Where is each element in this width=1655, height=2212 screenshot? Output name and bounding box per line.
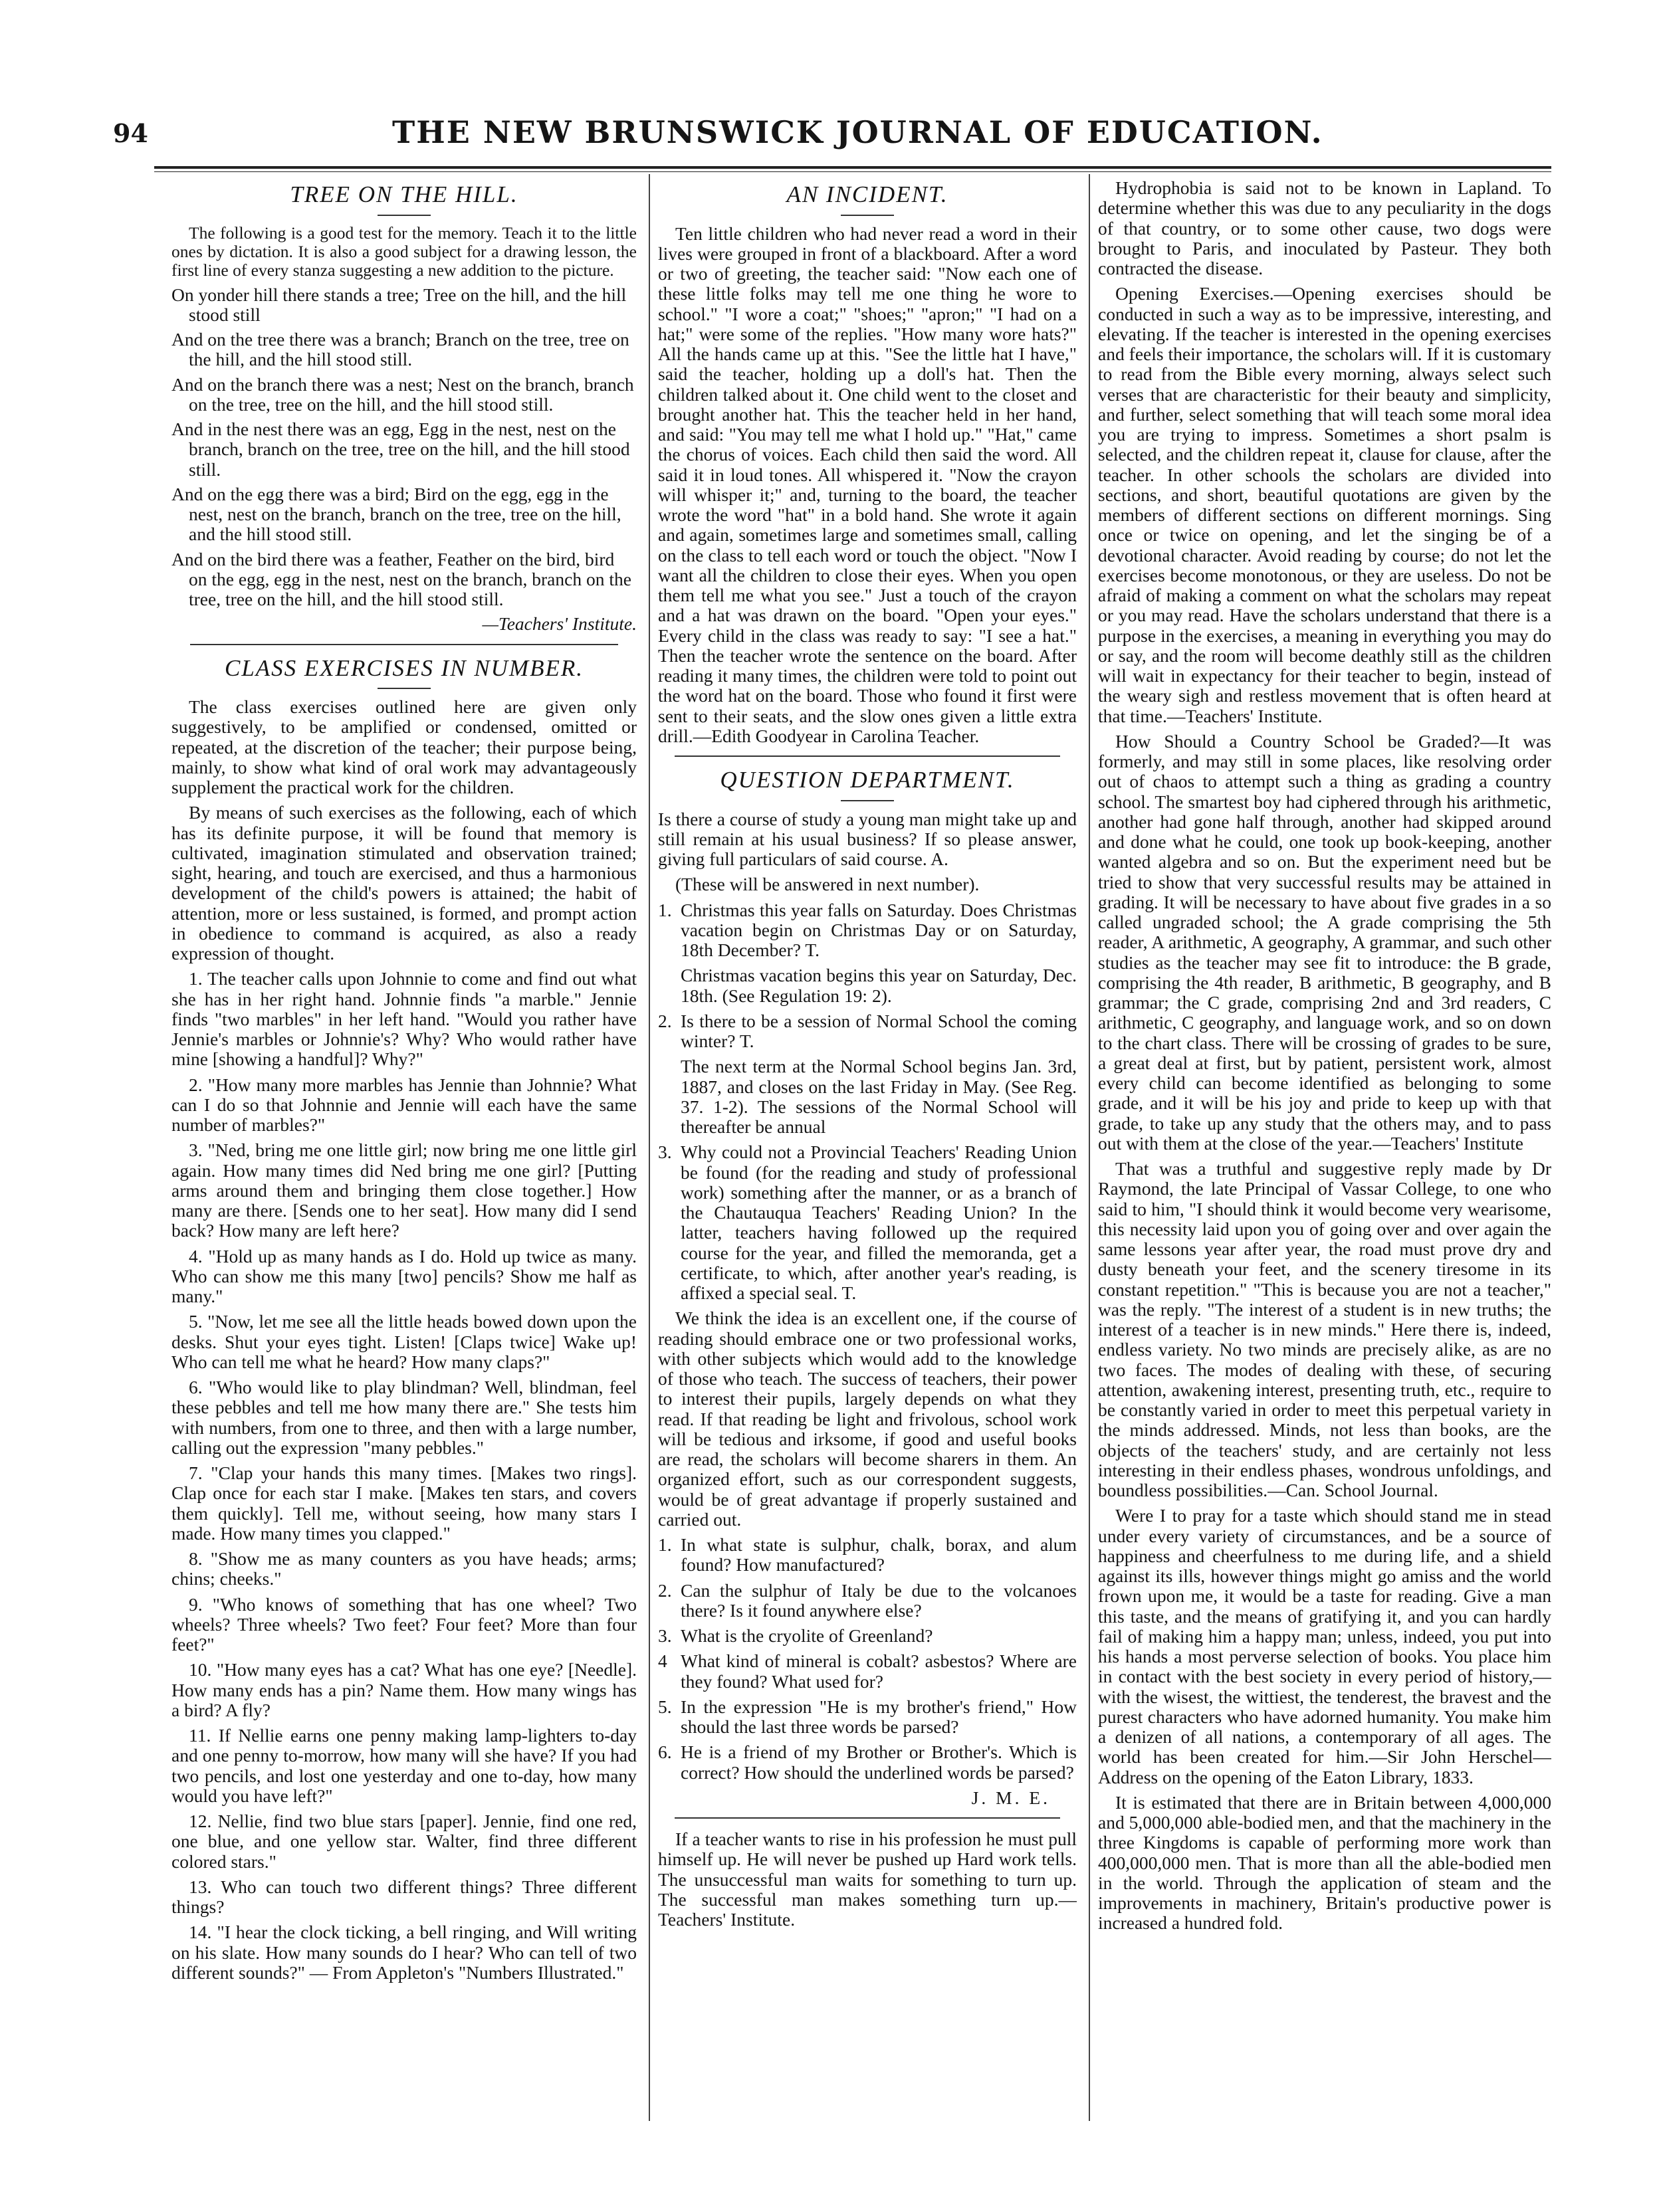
page-number: 94 [113, 118, 148, 148]
item-text: What is the cryolite of Greenland? [681, 1625, 933, 1646]
column-middle [658, 178, 1077, 2118]
number-paragraph: 5. "Now, let me see all the little heads bowed down upon the desks. Shut your eyes tight. Listen! [Claps twice] Wake up! Who can tell me what he heard? How many claps?" [171, 1311, 637, 1372]
tree-stanza: And on the branch there was a nest; Nest on the branch, branch on the tree, tree on the hill, and the hill stood still. [171, 373, 634, 415]
tree-source: —Teachers' Institute. [482, 613, 637, 635]
tree-stanza: And on the tree there was a branch; Branch on the tree, tree on the hill, and the hill stood still. [171, 329, 629, 370]
column-left [171, 178, 637, 2118]
section-rule [675, 755, 1060, 757]
incident-title: AN INCIDENT. [786, 181, 948, 207]
item-number: 1. [658, 1534, 672, 1555]
article-paragraph: It is estimated that there are in Britain between 4,000,000 and 5,000,000 able-bodied men, and that the machinery in the three Kingdoms is capable of performing more work than 400,000,000 men. That is more than all the able-bodied men in the world. Through the application of steam and the improvements in machinery, Britain's productive power is increased a hundred fold. [1098, 1791, 1551, 1934]
number-paragraph: 6. "Who would like to play blindman? Well, blindman, feel these pebbles and tell me how many there are." She tests him with numbers, from one to three, and then with a large number, calling out the expression "many pebbles." [171, 1377, 637, 1458]
closing-paragraph: If a teacher wants to rise in his profession he must pull himself up. He will never be pushed up Hard work tells. The unsuccessful man waits for something to turn up. The successful man makes something turn up.—Teachers' Institute. [658, 1829, 1077, 1930]
item-number: 2. [658, 1579, 672, 1601]
item-text: What kind of mineral is cobalt? asbestos? Where are they found? What used for? [681, 1651, 1077, 1692]
item-text: The next term at the Normal School begins Jan. 3rd, 1887, and closes on the last Friday in May. (See Reg. 37. 1-2). The sessions of the Normal School will thereafter be annual [681, 1056, 1077, 1137]
incident-text: Ten little children who had never read a word in their lives were grouped in front of a blackboard. After a word or two of greeting, the teacher said: "Now each one of these little folks may tell me one thing he wore to school." "I wore a coat;" "shoes;" "apron;" "I had on a hat;" were some of the replies. "How many wore hats?" All the hands came up at this. "See the little hat I have," said the teacher, holding up a doll's hat. Then the children talked about it. One child went to the closet and brought another hat. This the teacher held in her hand, and said: "You may tell me what I hold up." "Hat," came the chorus of voices. Each child then said the word. All said it in loud tones. All whispered it. "Now the crayon will whisper it;" and, turning to the board, the teacher wrote the word "hat" in a bold hand. She wrote it again and again, sometimes large and sometimes small, calling on the class to tell each word or touch the object. "Now I want all the children to close their eyes. When you open them tell me what you see." Just a touch of the crayon and a hat was drawn on the board. "Open your eyes." Every child in the class was ready to say: "I see a hat." Then the teacher wrote the sentence on the board. After reading it many times, the children were told to point out the word hat on the board. Those who found it first were sent to their seats, and the slow ones given a little extra drill.—Edith Goodyear in Carolina Teacher. [658, 223, 1077, 746]
list-item [658, 1697, 1077, 1738]
item-number: 1. [658, 899, 672, 920]
list-item [658, 1742, 1077, 1783]
item-number: 4 [658, 1651, 667, 1672]
number-title: CLASS EXERCISES IN NUMBER. [224, 654, 584, 681]
question-intro: Is there a course of study a young man might take up and still remain at his usual business? If so please answer, giving full particulars of said course. A. [658, 808, 1077, 869]
title-rule [841, 215, 894, 216]
item-text: In what state is sulphur, chalk, borax, and alum found? How manufactured? [681, 1534, 1077, 1575]
item-number: 6. [658, 1742, 672, 1763]
number-paragraph: 13. Who can touch two different things? Three different things? [171, 1876, 637, 1918]
header-rule [154, 166, 1551, 169]
column-divider-1 [649, 174, 650, 2121]
tree-stanza: And on the bird there was a feather, Feather on the bird, bird on the egg, egg in the nest, nest on the branch, branch on the tree, tree on the hill, and the hill stood still. [171, 548, 631, 610]
article-paragraph: Opening Exercises.—Opening exercises should be conducted in such a way as to be impressive, interesting, and elevating. If the teacher is interested in the opening exercises and feels their importance, the scholars will. If it is customary to read from the Bible every morning, always select such verses that are characteristic for their beauty and simplicity, and further, select something that will teach some moral idea you are trying to impress. Sometimes a short psalm is selected, and the children repeat it, clause for clause, after the teacher. In other schools the scholars are divided into sections, and short, beautiful quotations are given by the members of different sections on different mornings. Sing once or twice on opening, and let the singing be of a devotional character. Avoid reading by course; do not let the exercises become monotonous, or they are useless. Do not be afraid of making a comment on what the scholars may repeat or you may read. Have the scholars understand that there is a purpose in the exercises, a meaning in everything you may do or say, and the room will become deathly still as the children will wait in expectancy for their teacher to begin, instead of the weary sigh and restless movement that is often heard at that time.—Teachers' Institute. [1098, 283, 1551, 726]
item-number: 2. [658, 1010, 672, 1031]
question-list [658, 1535, 1077, 1783]
number-paragraph: 8. "Show me as many counters as you have heads; arms; chins; cheeks." [171, 1548, 637, 1589]
title-rule [378, 688, 431, 689]
item-text: Is there to be a session of Normal School the coming winter? T. [681, 1010, 1077, 1051]
question-item [658, 1011, 1077, 1052]
item-text: Can the sulphur of Italy be due to the volcanoes there? Is it found anywhere else? [681, 1579, 1077, 1621]
title-rule [378, 215, 431, 216]
question-item [658, 1142, 1077, 1303]
number-paragraph: 14. "I hear the clock ticking, a bell ringing, and Will writing on his slate. How many sounds do I hear? Who can tell of two different sounds?" — From Appleton's "Numbers Illustrated." [171, 1922, 637, 1983]
title-rule [841, 800, 894, 801]
item-number: 3. [658, 1625, 672, 1646]
section-rule [675, 1817, 1060, 1819]
list-item [658, 1581, 1077, 1621]
item-text: Christmas vacation begins this year on Saturday, Dec. 18th. (See Regulation 19: 2). [681, 965, 1077, 1006]
number-paragraph: 11. If Nellie earns one penny making lamp-lighters to-day and one penny to-morrow, how many will she have? If you had two pencils, and lost one yesterday and one to-day, how many would you have left?" [171, 1725, 637, 1806]
item-number: 3. [658, 1142, 672, 1163]
answer-item [658, 1056, 1077, 1137]
question-signature: J. M. E. [971, 1787, 1050, 1808]
question-note: (These will be answered in next number). [675, 874, 980, 895]
item-text: Christmas this year falls on Saturday. Does Christmas vacation begin on Christmas Day or on Saturday, 18th December? T. [681, 899, 1077, 960]
item-number: 5. [658, 1696, 672, 1717]
number-paragraph: 2. "How many more marbles has Jennie than Johnnie? What can I do so that Johnnie and Jennie will each have the same number of marbles?" [171, 1074, 637, 1136]
header-rule-thin [154, 171, 1551, 172]
article-paragraph: How Should a Country School be Graded?—It was formerly, and may still in some places, like resolving order out of chaos to attempt such a thing as grading a country school. The smartest boy had ciphered through his arithmetic, another had gone half through, another had skipped around and done what he could, one took up book-keeping, another wanted algebra and so on. But the experiment need but be tried to show that very successful results may be attained in grading. It will be necessary to have about five grades in a so called ungraded school; the A grade comprising the 5th reader, A arithmetic, A geography, A grammar, and such other studies as the teacher may see fit to introduce: the B grade, comprising the 4th reader, B arithmetic, B geography, and B grammar; the C grade, comprising 2nd and 3rd readers, C arithmetic, C geography, and language work, and so on down to the chart class. There will be crossing of grades to be sure, a great deal at first, but by patient, persistent work, almost every child can become identified as belonging to some grade, and it will be his joy and pride to keep up with that grade, to take up any study that the others may, and to pass out with them at the close of the year.—Teachers' Institute [1098, 730, 1551, 1154]
answer-item [658, 965, 1077, 1006]
tree-title: TREE ON THE HILL. [290, 181, 518, 207]
number-paragraph: 1. The teacher calls upon Johnnie to come and find out what she has in her right hand. Johnnie finds "a marble." Jennie finds "two marbles" in her left hand. "Would you rather have Jennie's marbles or Johnnie's? Why? Who would rather have mine [showing a handful]? Why?" [171, 968, 637, 1070]
list-item [658, 1626, 1077, 1646]
question-items [658, 900, 1077, 1304]
tree-stanza: And in the nest there was an egg, Egg in the nest, nest on the branch, branch on the tree, tree on the hill, and the hill stood still. [171, 419, 630, 480]
question-answer: We think the idea is an excellent one, if the course of reading should embrace one or two professional works, with other subjects which would add to the knowledge of those who teach. The success of teachers, their power to interest their pupils, largely depends on what they read. If that reading be light and frivolous, school work will be tedious and irksome, if good and useful books are read, the scholars will become sharers in them. An organized effort, such as our correspondent suggests, would be of great advantage if properly sustained and carried out. [658, 1308, 1077, 1530]
column-divider-2 [1089, 174, 1090, 2121]
number-paragraph: The class exercises outlined here are given only suggestively, to be amplified or condensed, omitted or repeated, at the discretion of the teacher; their purpose being, mainly, to show what kind of oral work may advantageously supplement the practical work for the children. [171, 696, 637, 798]
journal-title: THE NEW BRUNSWICK JOURNAL OF EDUCATION. [392, 114, 1323, 150]
tree-stanza: On yonder hill there stands a tree; Tree on the hill, and the hill stood still [171, 284, 627, 325]
article-paragraph: Were I to pray for a taste which should stand me in stead under every variety of circumstances, and be a source of happiness and cheerfulness to me during life, and a shield against its ills, however things might go amiss and the world frown upon me, it would be a taste for reading. Give a man this taste, and the means of gratifying it, and you can hardly fail of making him a happy man; unless, indeed, you put into his hands a most perverse selection of books. You place him in contact with the best society in every period of history,—with the wisest, the wittiest, the tenderest, the bravest and the purest characters who have adorned humanity. You make him a denizen of all nations, a contemporary of all ages. The world has been created for him.—Sir John Herschel—Address on the opening of the Eaton Library, 1833. [1098, 1505, 1551, 1787]
number-paragraph: By means of such exercises as the following, each of which has its definite purpose, it will be found that memory is cultivated, imagination stimulated and observation trained; sight, hearing, and touch are exercised, and thus a harmonious development of the child's powers is attained; the habit of attention, more or less sustained, is formed, and prompt action in obedience to command is acquired, as also a ready expression of thought. [171, 802, 637, 964]
number-paragraph: 7. "Clap your hands this many times. [Makes two rings]. Clap once for each star I make. [Makes ten stars, and covers them quickly]. Tell me, without seeing, how many stars I made. How many times you clapped." [171, 1462, 637, 1544]
article-paragraph: That was a truthful and suggestive reply made by Dr Raymond, the late Principal of Vassar College, to one who said to him, "I should think it would become very wearisome, this necessity laid upon you of going over and over again the same lessons year after year, the road must prove dry and dusty beneath your feet, and the scenery tiresome in its constant repetition." "This is because you are not a teacher," was the reply. "The interest of a student is in new truths; the interest of a teacher is in new minds." Here there is, indeed, endless variety. No two minds are precisely alike, as are no two faces. The modes of dealing with these, of securing attention, awakening interest, presenting truth, etc., require to be constantly varied in order to meet this perpetual variety in the minds addressed. Minds, not less than books, are the objects of the teachers' study, and are certainly not less interesting in their endless phases, wondrous unfoldings, and boundless possibilities.—Can. School Journal. [1098, 1158, 1551, 1500]
number-paragraph: 10. "How many eyes has a cat? What has one eye? [Needle]. How many ends has a pin? Name them. How many wings has a bird? A fly? [171, 1659, 637, 1720]
item-text: He is a friend of my Brother or Brother's. Which is correct? How should the underlined words be parsed? [681, 1742, 1077, 1783]
list-item [658, 1535, 1077, 1575]
item-text: Why could not a Provincial Teachers' Reading Union be found (for the reading and study of professional work) something after the manner, or as a branch of the Chautauqua Teachers' Reading Union? In the latter, teachers having followed up the required course for the year, and filled the memoranda, get a certificate, to which, after another year's reading, is affixed a special seal. T. [681, 1142, 1077, 1303]
question-item [658, 900, 1077, 961]
number-paragraph: 4. "Hold up as many hands as I do. Hold up twice as many. Who can show me this many [two] pencils? Show me half as many." [171, 1245, 637, 1307]
column-right [1098, 178, 1551, 2118]
article-paragraph: Hydrophobia is said not to be known in Lapland. To determine whether this was due to any peculiarity in the dogs of that country, or to some other cause, two dogs were brought to Paris, and inoculated by Pasteur. They both contracted the disease. [1098, 178, 1551, 278]
list-item [658, 1651, 1077, 1692]
item-text: In the expression "He is my brother's friend," How should the last three words be parsed? [681, 1696, 1077, 1737]
page-header [113, 112, 1575, 158]
number-paragraph: 3. "Ned, bring me one little girl; now bring me one little girl again. How many times did Ned bring me one girl? [Putting arms around them and bringing them close together.] How many are there. [Sends one to her seat]. How many did I send back? How many are left here? [171, 1140, 637, 1241]
tree-stanza: And on the egg there was a bird; Bird on the egg, egg in the nest, nest on the branch, branch on the tree, tree on the hill, and the hill stood still. [171, 483, 621, 545]
section-rule [190, 644, 618, 645]
number-paragraph: 9. "Who knows of something that has one wheel? Two wheels? Three wheels? Two feet? Four feet? More than four feet?" [171, 1593, 637, 1655]
tree-intro: The following is a good test for the memory. Teach it to the little ones by dictation. It is also a good subject for a drawing lesson, the first line of every stanza suggesting a new addition to the picture. [171, 223, 637, 280]
questions-title: QUESTION DEPARTMENT. [720, 767, 1015, 793]
number-paragraph: 12. Nellie, find two blue stars [paper]. Jennie, find one red, one blue, and one yellow star. Walter, find three different colored stars." [171, 1811, 637, 1872]
